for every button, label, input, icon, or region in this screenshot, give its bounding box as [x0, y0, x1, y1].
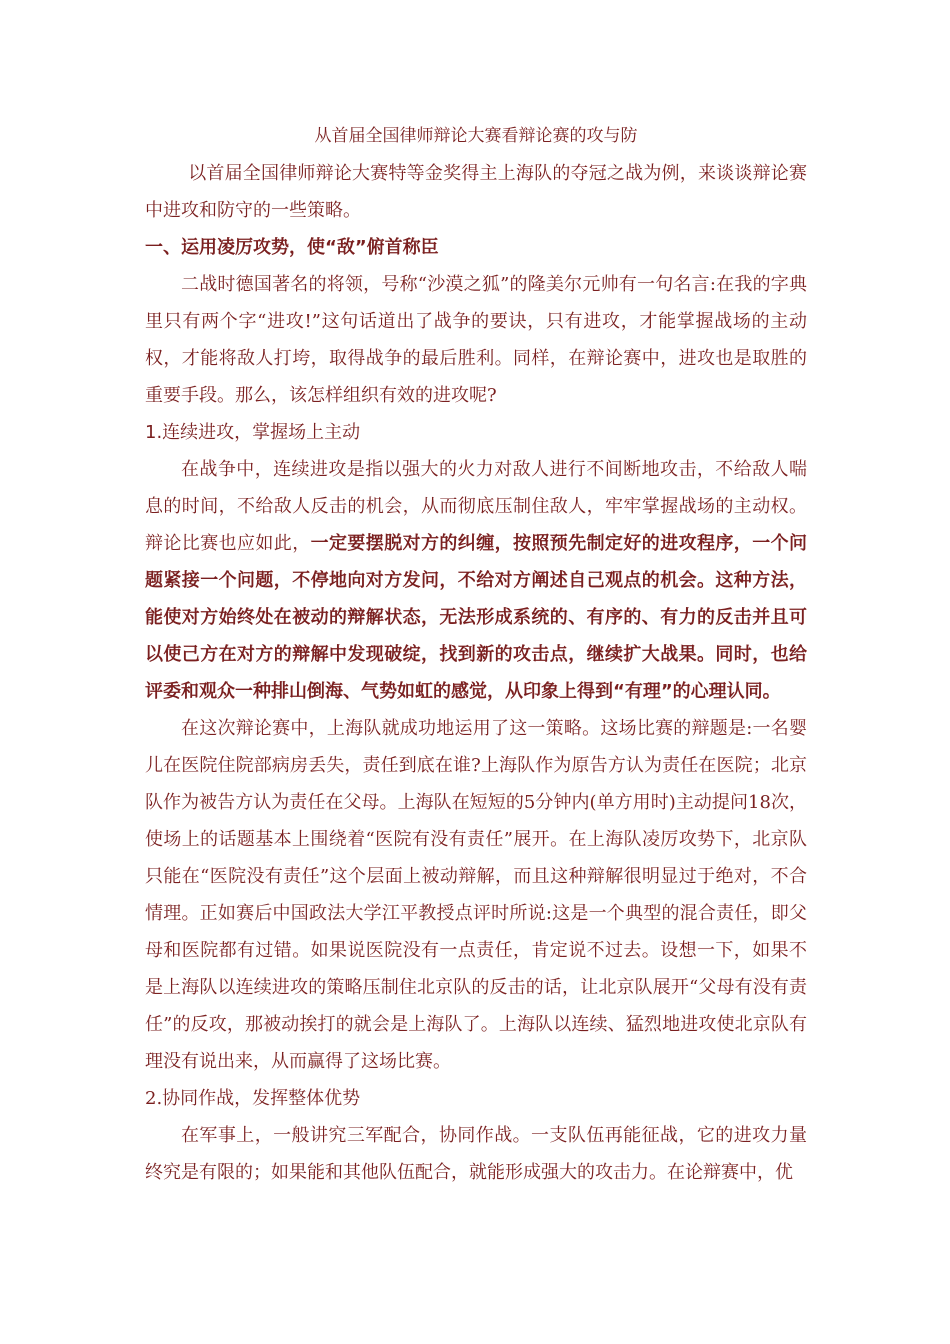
section1-paragraph-1: 二战时德国著名的将领，号称“沙漠之狐”的隆美尔元帅有一句名言:在我的字典里只有两个字“进攻!”这句话道出了战争的要诀，只有进攻，才能掌握战场的主动权，才能将敌人打垮，取得战争的最后胜利。同样，在辩论赛中，进攻也是取胜的重要手段。那么，该怎样组织有效的进攻呢? [145, 274, 807, 406]
subsection2-paragraph-1: 在军事上，一般讲究三军配合，协同作战。一支队伍再能征战，它的进攻力量终究是有限的；如果能和其他队伍配合，就能形成强大的攻击力。在论辩赛中，优 [145, 1125, 807, 1183]
document-title: 从首届全国律师辩论大赛看辩论赛的攻与防 [314, 126, 638, 146]
section-heading-1: 一、运用凌厉攻势，使“敌”俯首称臣 [145, 237, 439, 258]
document-page [145, 118, 807, 1191]
intro-paragraph: 以首届全国律师辩论大赛特等金奖得主上海队的夺冠之战为例，来谈谈辩论赛中进攻和防守的一些策略。 [145, 163, 807, 221]
subsection-heading-2: 2.协同作战，发挥整体优势 [145, 1088, 361, 1109]
subsection1-paragraph-2: 在这次辩论赛中，上海队就成功地运用了这一策略。这场比赛的辩题是:一名婴儿在医院住院部病房丢失，责任到底在谁?上海队作为原告方认为责任在医院；北京队作为被告方认为责任在父母。上海队在短短的5分钟内(单方用时)主动提问18次，使场上的话题基本上围绕着“医院有没有责任”展开。在上海队凌厉攻势下，北京队只能在“医院没有责任”这个层面上被动辩解，而且这种辩解很明显过于绝对，不合情理。正如赛后中国政法大学江平教授点评时所说:这是一个典型的混合责任，即父母和医院都有过错。如果说医院没有一点责任，肯定说不过去。设想一下，如果不是上海队以连续进攻的策略压制住北京队的反击的话，让北京队展开“父母有没有责任”的反攻，那被动挨打的就会是上海队了。上海队以连续、猛烈地进攻使北京队有理没有说出来，从而赢得了这场比赛。 [145, 718, 807, 1072]
subsection1-paragraph-1-plain: 在战争中，连续进攻是指以强大的火力对敌人进行不间断地攻击，不给敌人喘息的时间，不给敌人反击的机会，从而彻底压制住敌人，牢牢掌握战场的主动权。辩论比赛也应如此， [145, 459, 807, 554]
subsection1-paragraph-1 [145, 451, 807, 710]
subsection-heading-1: 1.连续进攻，掌握场上主动 [145, 422, 361, 443]
subsection1-paragraph-1-bold: 一定要摆脱对方的纠缠，按照预先制定好的进攻程序，一个问题紧接一个问题，不停地向对方发问，不给对方阐述自己观点的机会。这种方法，能使对方始终处在被动的辩解状态，无法形成系统的、有序的、有力的反击并且可以使己方在对方的辩解中发现破绽，找到新的攻击点，继续扩大战果。同时，也给评委和观众一种排山倒海、气势如虹的感觉，从印象上得到“有理”的心理认同。 [145, 533, 808, 702]
